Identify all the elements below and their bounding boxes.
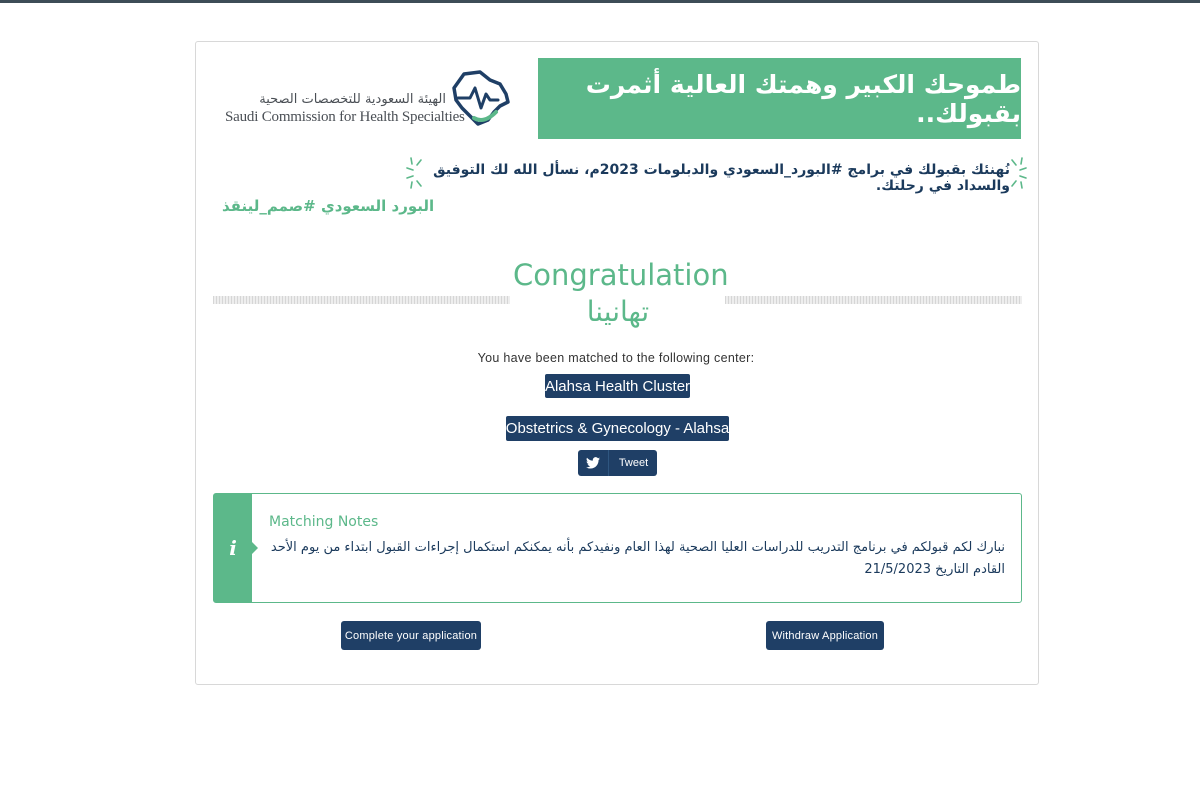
center-name: Alahsa Health Cluster [544, 377, 691, 395]
divider-right [725, 296, 1022, 304]
withdraw-application-button[interactable] [766, 621, 884, 650]
top-border [0, 0, 1200, 3]
center-badge [545, 374, 690, 398]
banner-text: طموحك الكبير وهمتك العالية أثمرت بقبولك.. [585, 69, 1021, 128]
divider-left [213, 296, 510, 304]
matched-intro: You have been matched to the following center: [477, 351, 755, 365]
sparkle-right-icon [1008, 156, 1030, 190]
congrats-title-ar: تهانينا [586, 295, 650, 328]
wish-text: نُهنئك بقبولك في برامج #البورد_السعودي والدبلومات 2023م، نسأل الله لك التوفيق والسداد في رحلتك. [433, 162, 1010, 194]
logo-name-en: Saudi Commission for Health Specialties [225, 109, 465, 125]
complete-application-button[interactable] [341, 621, 481, 650]
notes-arrow [252, 542, 258, 554]
scfhs-logo [222, 68, 514, 128]
logo-name-ar: الهيئة السعودية للتخصصات الصحية [259, 92, 446, 107]
tweet-label: Tweet [618, 457, 649, 469]
heartbeat-map-icon [448, 68, 514, 126]
info-icon: i [229, 536, 237, 560]
complete-application-label: Complete your application [344, 629, 478, 642]
program-name: Obstetrics & Gynecology - Alahsa [505, 420, 730, 437]
twitter-bird-icon [586, 457, 600, 469]
notes-body: نبارك لكم قبولكم في برنامج التدريب للدراسات العليا الصحية لهذا العام ونفيدكم بأنه يمكنكم استكمال إجراءات القبول ابتداء من يوم الأحد القادم التاريخ 21/5/2023 [270, 540, 1005, 577]
withdraw-application-label: Withdraw Application [771, 629, 879, 642]
notes-title: Matching Notes [269, 514, 379, 530]
congrats-banner [538, 58, 1021, 139]
hashtag-text: البورد السعودي #صمم_لينقذ [222, 197, 435, 215]
matching-notes-panel [213, 493, 1022, 603]
tweet-separator [608, 450, 609, 476]
program-badge [506, 416, 729, 441]
congrats-title-en: Congratulation [513, 258, 729, 292]
tweet-button[interactable] [578, 450, 657, 476]
